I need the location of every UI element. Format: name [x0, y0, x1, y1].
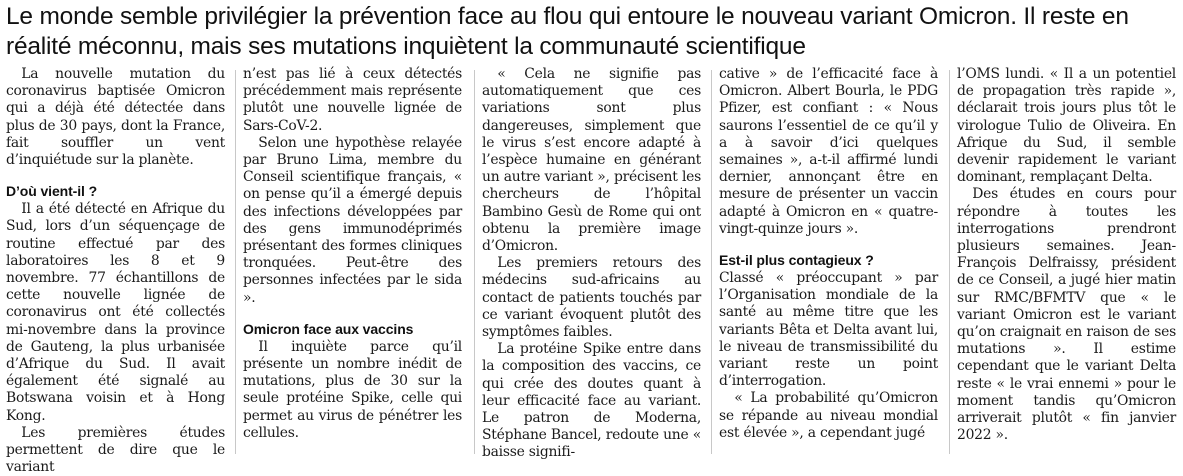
article-column-2: [243, 66, 462, 457]
paragraph: Selon une hypothèse relayée par Bruno Lima, membre du Conseil scientifique français, « on pense qu’il a émergé depuis des infections développées par des gens immunodéprimés présentant des formes cliniques tronquées. Peut-être des personnes infectées par le sida ».: [243, 134, 462, 306]
article-column-4: [719, 66, 938, 457]
article-column-1: [6, 66, 225, 476]
paragraph: Il a été détecté en Afrique du Sud, lors d’un séquençage de routine effectué par des laboratoires les 8 et 9 novembre. 77 échantillons de cette nouvelle lignée de coronavirus ont été collectés mi-novembre dans la province de Gauteng, la plus urbanisée d’Afrique du Sud. Il avait également été signalé au Botswana voisin et à Hong Kong.: [6, 201, 225, 424]
paragraph: Les premiers retours des médecins sud-africains au contact de patients touchés par ce variant évoquent plutôt des symptômes faibles.: [482, 255, 701, 341]
paragraph: La protéine Spike entre dans la composition des vaccins, ce qui crée des doutes quant à leur efficacité face au variant. Le patron de Moderna, Stéphane Bancel, redoute une « baisse signifi-: [482, 341, 701, 461]
article-column-3: [482, 66, 701, 461]
paragraph: « Cela ne signifie pas automatiquement que ces variations sont plus dangereuses, simplement que le virus s’est encore adapté à l’espèce humaine en générant un autre variant », précisent les chercheurs de l’hôpital Bambino Gesù de Rome qui ont obtenu la première image d’Omicron.: [482, 66, 701, 255]
paragraph: « La probabilité qu’Omicron se répande au niveau mondial est élevée », a cependant jugé: [719, 390, 938, 441]
paragraph: La nouvelle mutation du coronavirus baptisée Omicron qui a déjà été détectée dans plus de 30 pays, dont la France, fait souffler un vent d’inquiétude sur la planète.: [6, 66, 225, 169]
article-column-5: [957, 66, 1176, 457]
paragraph: Classé « préoccupant » par l’Organisation mondiale de la santé au même titre que les variants Bêta et Delta avant lui, le niveau de transmissibilité du variant reste un point d’interrogation.: [719, 270, 938, 390]
paragraph: Des études en cours pour répondre à toutes les interrogations prendront plusieurs semaines. Jean-François Delfraissy, président de ce Conseil, a jugé hier matin sur RMC/BFMTV que « le variant Omicron est le variant qu’on craignait en raison de ses mutations ». Il estime cependant que le variant Delta reste « le vrai ennemi » pour le moment tandis qu’Omicron arriverait plutôt « fin janvier 2022 ».: [957, 186, 1176, 444]
paragraph: Il inquiète parce qu’il présente un nombre inédit de mutations, plus de 30 sur la seule protéine Spike, celle qui permet au virus de pénétrer les cellules.: [243, 338, 462, 441]
section-heading: Est-il plus contagieux ?: [719, 252, 874, 269]
article-body: [0, 66, 1183, 476]
paragraph: cative » de l’efficacité face à Omicron. Albert Bourla, le PDG Pfizer, est confiant : « Nous saurons l’essentiel de ce qu’il y a à savoir d’ici quelques semaines », a-t-il affirmé lundi dernier, annonçant être en mesure de présenter un vaccin adapté à Omicron en « quatre-vingt-quinze jours ».: [719, 66, 938, 237]
paragraph: Les premières études permettent de dire que le variant: [6, 424, 225, 476]
article-headline: Le monde semble privilégier la prévention face au flou qui entoure le nouveau variant Omicron. Il reste en réalité méconnu, mais ses mutations inquiètent la communauté scientifique: [6, 3, 1129, 60]
paragraph: n’est pas lié à ceux détectés précédemment mais représente plutôt une nouvelle lignée de Sars-CoV-2.: [243, 66, 462, 134]
section-heading: D’où vient-il ?: [6, 183, 98, 200]
paragraph: l’OMS lundi. « Il a un potentiel de propagation très rapide », déclarait trois jours plus tôt le virologue Tulio de Oliveira. En Afrique du Sud, il semble devenir rapidement le variant dominant, remplaçant Delta.: [957, 66, 1176, 186]
section-heading: Omicron face aux vaccins: [243, 320, 414, 337]
